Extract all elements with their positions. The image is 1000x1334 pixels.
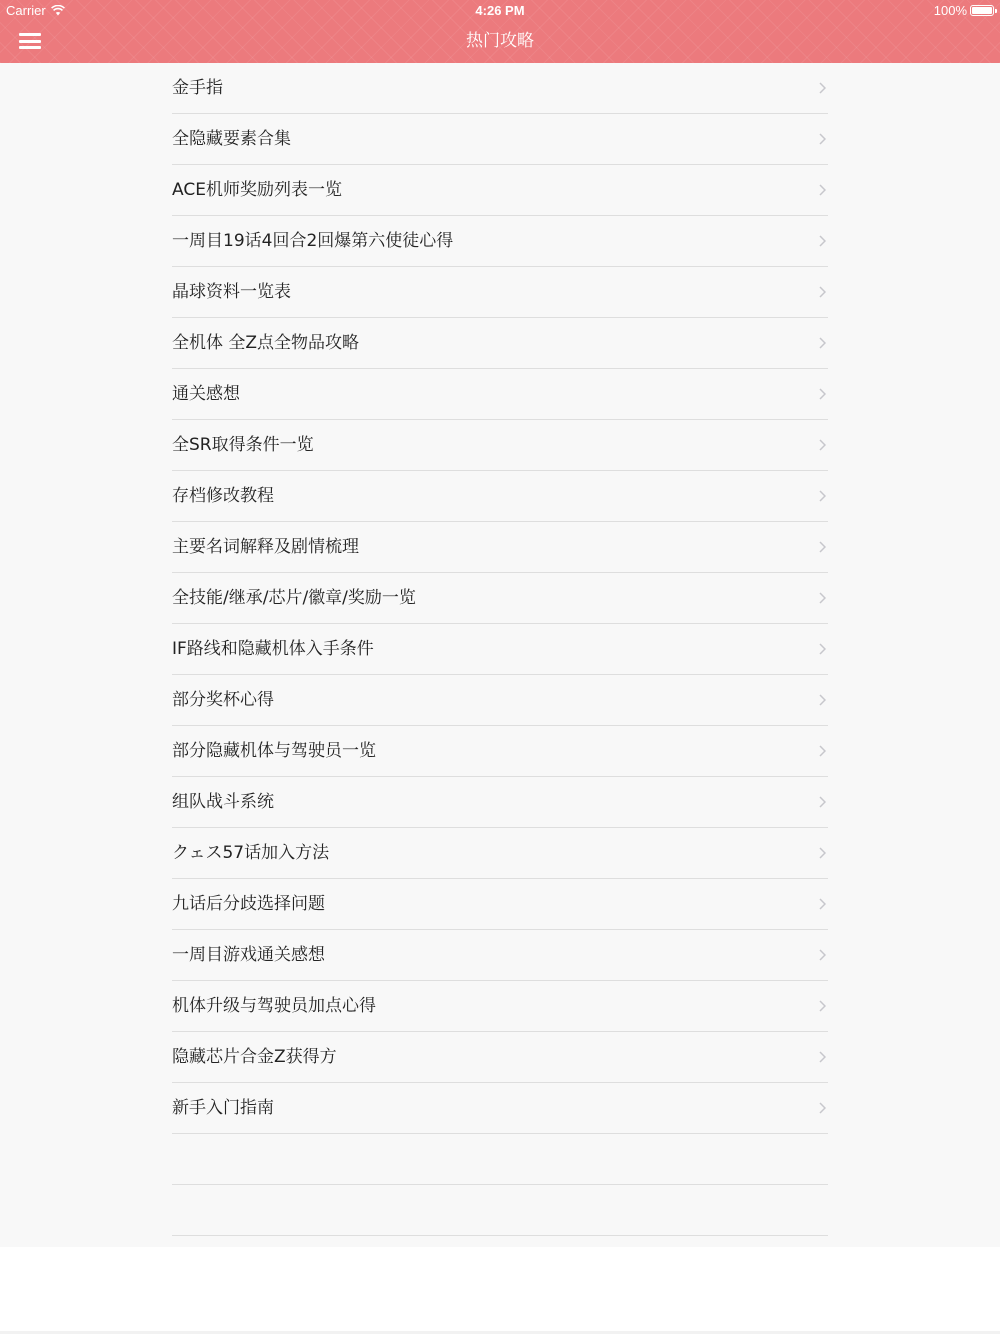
list-item[interactable]: [172, 216, 828, 267]
page-title: 热门攻略: [466, 31, 534, 51]
list-item-label: IF路线和隐藏机体入手条件: [172, 639, 374, 659]
list-item[interactable]: [172, 981, 828, 1032]
chevron-right-icon: [819, 337, 826, 349]
chevron-right-icon: [819, 82, 826, 94]
empty-row: [172, 1134, 828, 1185]
guide-list-container: [0, 63, 1000, 1247]
list-item-label: 全技能/继承/芯片/徽章/奖励一览: [172, 588, 416, 608]
chevron-right-icon: [819, 745, 826, 757]
list-item[interactable]: [172, 573, 828, 624]
chevron-right-icon: [819, 949, 826, 961]
header: [0, 0, 1000, 63]
list-item-label: 全隐藏要素合集: [172, 129, 291, 149]
empty-row: [172, 1185, 828, 1236]
list-item[interactable]: [172, 63, 828, 114]
list-item-label: 存档修改教程: [172, 486, 274, 506]
list-item-label: 晶球资料一览表: [172, 282, 291, 302]
list-item-label: 通关感想: [172, 384, 240, 404]
menu-button[interactable]: [10, 23, 50, 59]
chevron-right-icon: [819, 796, 826, 808]
bottom-area: [0, 1247, 1000, 1334]
list-item[interactable]: [172, 471, 828, 522]
status-time: 4:26 PM: [475, 3, 525, 18]
list-item-label: ACE机师奖励列表一览: [172, 180, 342, 200]
guide-list: [172, 63, 828, 1236]
list-item[interactable]: [172, 726, 828, 777]
list-item[interactable]: [172, 267, 828, 318]
battery-icon: [970, 5, 994, 16]
chevron-right-icon: [819, 1051, 826, 1063]
list-item[interactable]: [172, 777, 828, 828]
battery-group: [934, 3, 994, 18]
list-item-label: 部分奖杯心得: [172, 690, 274, 710]
list-item-label: 新手入门指南: [172, 1098, 274, 1118]
chevron-right-icon: [819, 694, 826, 706]
chevron-right-icon: [819, 490, 826, 502]
chevron-right-icon: [819, 439, 826, 451]
carrier-label: Carrier: [6, 3, 46, 18]
chevron-right-icon: [819, 1102, 826, 1114]
list-item[interactable]: [172, 624, 828, 675]
status-bar: [0, 0, 1000, 20]
list-item[interactable]: [172, 1032, 828, 1083]
chevron-right-icon: [819, 541, 826, 553]
chevron-right-icon: [819, 847, 826, 859]
list-item-label: 全机体 全Z点全物品攻略: [172, 333, 360, 353]
list-item[interactable]: [172, 879, 828, 930]
list-item-label: 部分隐藏机体与驾驶员一览: [172, 741, 376, 761]
list-item-label: 一周目19话4回合2回爆第六使徒心得: [172, 231, 454, 251]
chevron-right-icon: [819, 133, 826, 145]
list-item[interactable]: [172, 369, 828, 420]
chevron-right-icon: [819, 388, 826, 400]
list-item[interactable]: [172, 420, 828, 471]
list-item-label: 组队战斗系统: [172, 792, 274, 812]
list-item[interactable]: [172, 522, 828, 573]
list-item[interactable]: [172, 828, 828, 879]
chevron-right-icon: [819, 235, 826, 247]
chevron-right-icon: [819, 1000, 826, 1012]
list-item[interactable]: [172, 114, 828, 165]
list-item[interactable]: [172, 930, 828, 981]
list-item-label: 隐藏芯片合金Z获得方: [172, 1047, 337, 1067]
list-item[interactable]: [172, 165, 828, 216]
list-item[interactable]: [172, 675, 828, 726]
list-item-label: クェス57话加入方法: [172, 843, 330, 863]
chevron-right-icon: [819, 898, 826, 910]
list-item-label: 主要名词解释及剧情梳理: [172, 537, 359, 557]
list-item-label: 全SR取得条件一览: [172, 435, 314, 455]
battery-percentage: 100%: [933, 3, 967, 18]
list-item[interactable]: [172, 318, 828, 369]
chevron-right-icon: [819, 643, 826, 655]
list-item-label: 一周目游戏通关感想: [172, 945, 325, 965]
list-item-label: 九话后分歧选择问题: [172, 894, 325, 914]
list-item-label: 金手指: [172, 78, 223, 98]
nav-bar: [0, 20, 1000, 63]
list-item-label: 机体升级与驾驶员加点心得: [172, 996, 376, 1016]
chevron-right-icon: [819, 592, 826, 604]
chevron-right-icon: [819, 184, 826, 196]
hamburger-menu-icon: [19, 33, 41, 49]
chevron-right-icon: [819, 286, 826, 298]
list-item[interactable]: [172, 1083, 828, 1134]
